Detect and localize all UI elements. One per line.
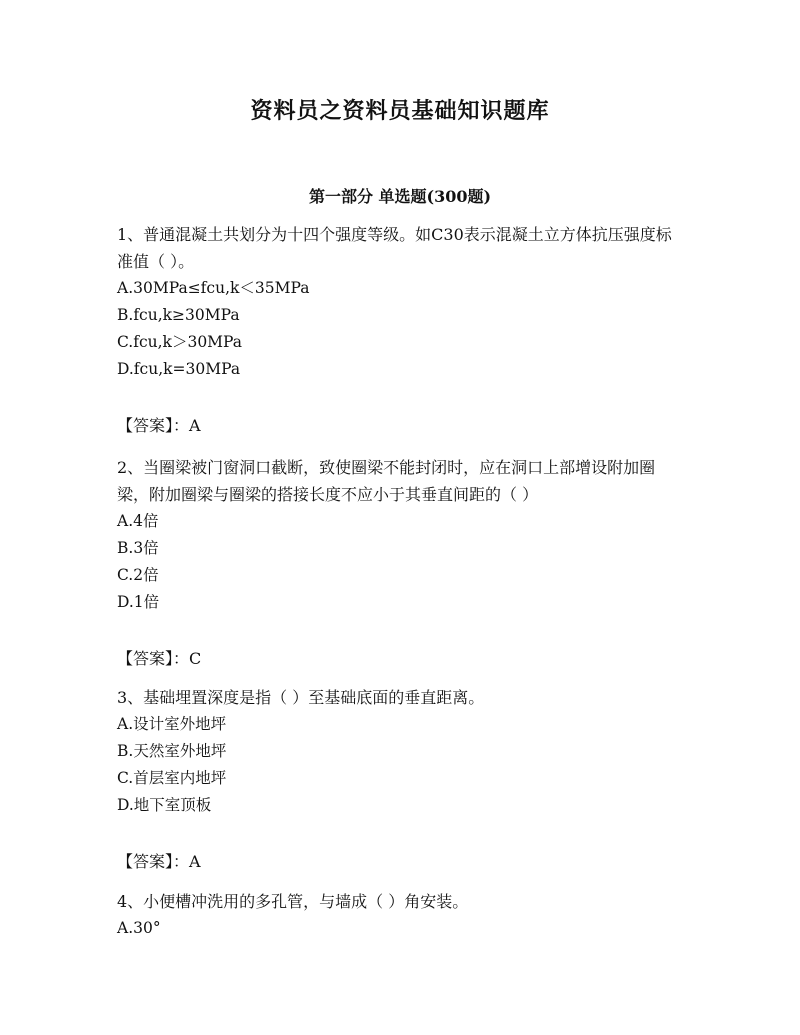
answer-2: 【答案】：C [117,649,202,668]
question-stem: 3、基础埋置深度是指（ ）至基础底面的垂直距离。 [117,688,485,707]
option-a: A.30° [117,919,161,937]
question-4 [117,888,687,942]
question-stem: 1、普通混凝土共划分为十四个强度等级。如C30表示混凝土立方体抗压强度标准值（ ）。 [117,225,672,271]
option-a: A.设计室外地坪 [117,715,227,733]
option-b: B.3倍 [117,539,159,557]
answer-1: 【答案】：A [117,416,201,435]
option-d: D.1倍 [117,593,160,611]
option-c: C.2倍 [117,566,159,584]
section-heading: 第一部分 单选题(300题) [308,187,492,206]
question-stem: 4、小便槽冲洗用的多孔管，与墙成（ ）角安装。 [117,892,469,911]
question-1 [117,221,687,383]
document-title: 资料员之资料员基础知识题库 [250,98,550,124]
question-2 [117,454,687,616]
option-c: C.首层室内地坪 [117,769,227,787]
option-d: D.地下室顶板 [117,796,212,814]
option-b: B.天然室外地坪 [117,742,227,760]
question-3 [117,684,687,819]
option-c: C.fcu,k＞30MPa [117,333,243,351]
option-a: A.30MPa≤fcu,k＜35MPa [117,279,310,297]
option-d: D.fcu,k=30MPa [117,360,241,378]
option-b: B.fcu,k≥30MPa [117,306,240,324]
option-a: A.4倍 [117,512,159,530]
question-stem: 2、当圈梁被门窗洞口截断，致使圈梁不能封闭时，应在洞口上部增设附加圈梁，附加圈梁与圈梁的搭接长度不应小于其垂直间距的（ ） [117,458,656,504]
answer-3: 【答案】：A [117,852,201,871]
